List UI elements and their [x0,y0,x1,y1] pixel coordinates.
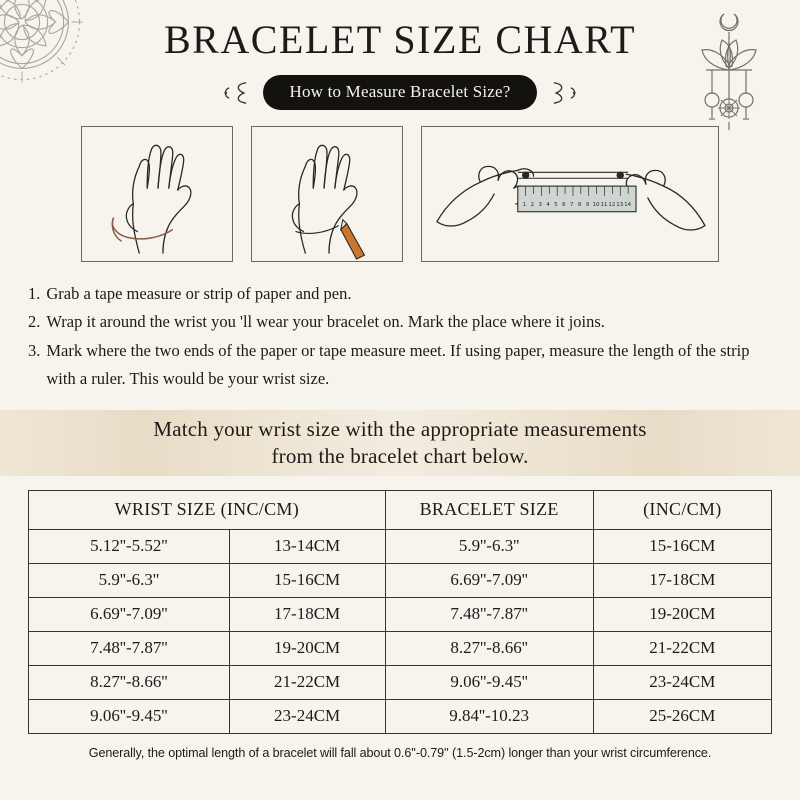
svg-text:10: 10 [592,201,600,208]
cell-bracelet-inch: 6.69''-7.09'' [385,563,593,597]
svg-text:7: 7 [570,201,574,208]
footnote: Generally, the optimal length of a bracelet will fall about 0.6''-0.79'' (1.5-2cm) longer than your wrist circumference. [88,745,712,760]
cell-bracelet-cm: 15-16CM [593,529,771,563]
header-wrist-size: WRIST SIZE (INC/CM) [29,490,386,529]
flourish-left-icon [219,76,253,110]
table-row [29,563,772,597]
table-row [29,699,772,733]
cell-bracelet-inch: 5.9''-6.3'' [385,529,593,563]
measuring-steps [28,280,772,394]
cell-wrist-inch: 6.69''-7.09'' [29,597,230,631]
svg-text:1: 1 [522,201,527,208]
cell-wrist-inch: 7.48''-7.87'' [29,631,230,665]
svg-text:4: 4 [546,201,550,208]
step-text: Mark where the two ends of the paper or tape measure meet. If using paper, measure the length of the strip with a ruler. This would be your wrist size. [46,340,750,389]
cell-wrist-inch: 9.06''-9.45'' [29,699,230,733]
svg-text:14: 14 [624,201,632,208]
size-table [28,490,772,734]
cell-wrist-cm: 19-20CM [229,631,385,665]
svg-text:5: 5 [554,201,558,208]
cell-bracelet-cm: 21-22CM [593,631,771,665]
step-item [28,280,772,308]
step-item [28,308,772,336]
cell-wrist-cm: 13-14CM [229,529,385,563]
table-row [29,597,772,631]
cell-bracelet-cm: 17-18CM [593,563,771,597]
cell-bracelet-cm: 25-26CM [593,699,771,733]
cell-bracelet-cm: 19-20CM [593,597,771,631]
step-number: 2. [28,312,41,332]
match-size-banner [0,410,800,476]
table-row [29,665,772,699]
size-table-wrapper [28,490,772,734]
illustrations-row [0,126,800,262]
header-bracelet-units: (INC/CM) [593,490,771,529]
cell-bracelet-inch: 9.06''-9.45'' [385,665,593,699]
cell-bracelet-inch: 7.48''-7.87'' [385,597,593,631]
svg-text:9: 9 [585,201,590,208]
cell-bracelet-inch: 9.84''-10.23 [385,699,593,733]
cell-wrist-cm: 17-18CM [229,597,385,631]
header-bracelet-size: BRACELET SIZE [385,490,593,529]
cell-wrist-cm: 15-16CM [229,563,385,597]
illustration-hand-with-tape-measure [81,126,233,262]
subtitle-row [0,75,800,110]
svg-text:13: 13 [616,201,624,208]
svg-text:8: 8 [577,201,582,208]
svg-text:12: 12 [608,201,616,208]
table-header-row [29,490,772,529]
svg-text:3: 3 [538,201,542,208]
step-item [28,337,772,394]
banner-line-2: from the bracelet chart below. [271,443,529,468]
page-title: BRACELET SIZE CHART [163,17,637,62]
step-text: Wrap it around the wrist you 'll wear your bracelet on. Mark the place where it joins. [46,312,605,332]
step-number: 1. [28,284,41,303]
cell-wrist-cm: 23-24CM [229,699,385,733]
cell-wrist-inch: 5.9''-6.3'' [29,563,230,597]
step-text: Grab a tape measure or strip of paper and pen. [46,284,352,303]
cell-bracelet-inch: 8.27''-8.66'' [385,631,593,665]
svg-text:11: 11 [600,201,608,208]
illustration-hand-with-paper-strip [251,126,403,262]
cell-wrist-inch: 8.27''-8.66'' [29,665,230,699]
table-row [29,529,772,563]
cell-wrist-inch: 5.12''-5.52'' [29,529,230,563]
svg-text:6: 6 [562,201,566,208]
illustration-measuring-with-ruler [421,126,719,262]
measure-pill-label: How to Measure Bracelet Size? [263,75,536,110]
table-row [29,631,772,665]
step-number: 3. [28,340,41,360]
cell-wrist-cm: 21-22CM [229,665,385,699]
banner-line-1: Match your wrist size with the appropriate measurements [153,416,647,441]
flourish-right-icon [547,76,581,110]
cell-bracelet-cm: 23-24CM [593,665,771,699]
svg-text:2: 2 [530,201,535,208]
